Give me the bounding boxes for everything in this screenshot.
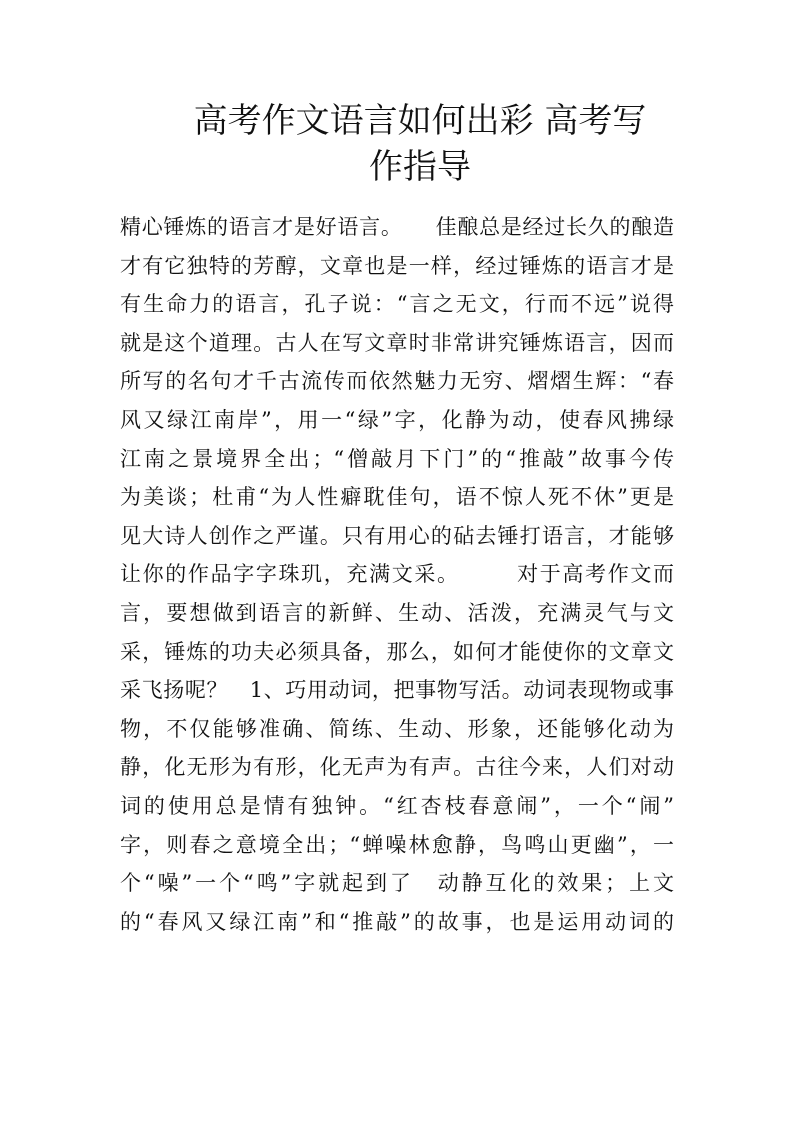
body-line: 言，要想做到语言的新鲜、生动、活泼，充满灵气与文 — [120, 600, 674, 625]
page-title — [150, 98, 690, 190]
body-line: 有生命力的语言，孔子说：“言之无文，行而不远”说得 — [120, 292, 674, 317]
body-line: 的“春风又绿江南”和“推敲”的故事，也是运用动词的 — [120, 909, 674, 934]
title-line-1: 高考作文语言如何出彩 高考写 — [193, 101, 647, 141]
body-line: 词的使用总是情有独钟。“红杏枝春意闹”，一个“闹” — [120, 793, 674, 818]
body-line: 就是这个道理。古人在写文章时非常讲究锤炼语言，因而 — [120, 330, 674, 355]
body-line: 才有它独特的芳醇，文章也是一样，经过锤炼的语言才是 — [120, 253, 674, 278]
body-text — [120, 208, 674, 941]
body-line: 采飞扬呢？ 1、巧用动词，把事物写活。动词表现物或事 — [120, 678, 674, 703]
body-line: 个“噪”一个“鸣”字就起到了 动静互化的效果；上文 — [120, 871, 674, 896]
body-line: 江南之景境界全出；“僧敲月下门”的“推敲”故事今传 — [120, 446, 674, 471]
body-line: 所写的名句才千古流传而依然魅力无穷、熠熠生辉：“春 — [120, 369, 674, 394]
body-line: 让你的作品字字珠玑，充满文采。 对于高考作文而 — [120, 562, 674, 587]
body-line: 风又绿江南岸”，用一“绿”字，化静为动，使春风拂绿 — [120, 407, 674, 432]
body-line: 物，不仅能够准确、简练、生动、形象，还能够化动为 — [120, 716, 674, 741]
title-line-2: 作指导 — [369, 147, 471, 187]
body-line: 采，锤炼的功夫必须具备，那么，如何才能使你的文章文 — [120, 639, 674, 664]
body-line: 字，则春之意境全出；“蝉噪林愈静，鸟鸣山更幽”，一 — [120, 832, 674, 857]
body-line: 见大诗人创作之严谨。只有用心的砧去锤打语言，才能够 — [120, 523, 674, 548]
body-line: 静，化无形为有形，化无声为有声。古往今来，人们对动 — [120, 755, 674, 780]
body-line: 为美谈；杜甫“为人性癖耽佳句，语不惊人死不休”更是 — [120, 485, 674, 510]
body-line: 精心锤炼的语言才是好语言。 佳酿总是经过长久的酿造 — [120, 215, 674, 239]
